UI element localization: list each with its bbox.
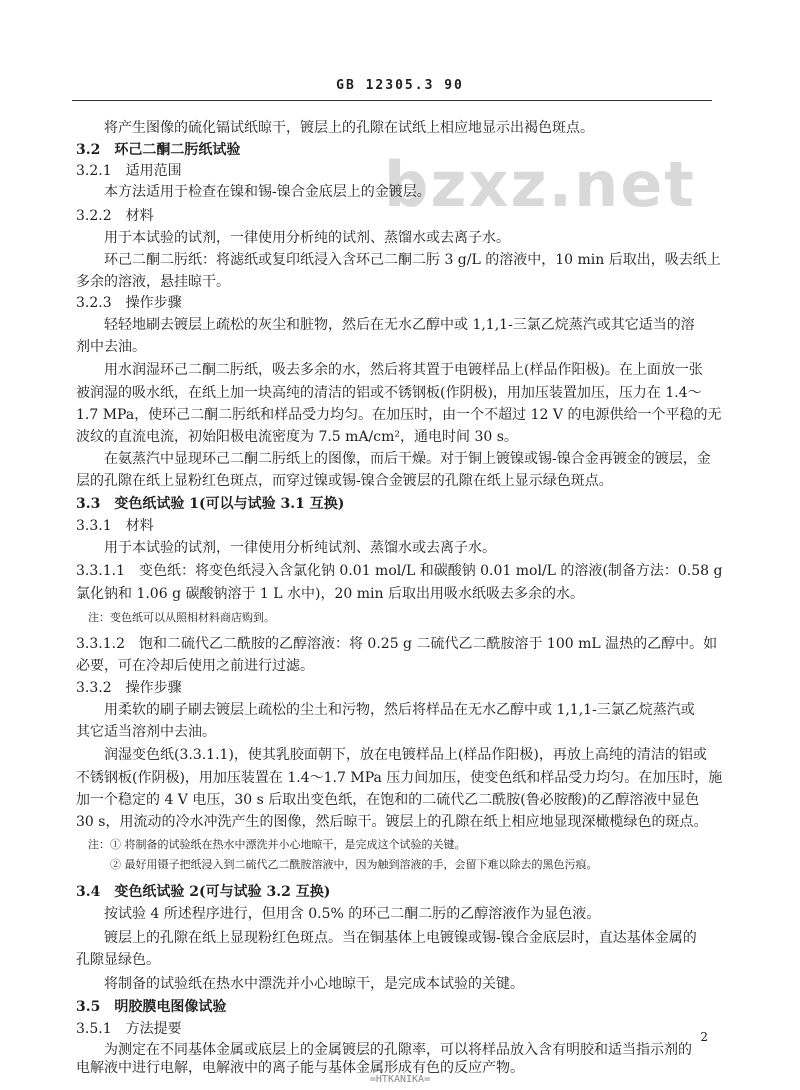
text-line: 在氨蒸汽中显现环己二酮二肟纸上的图像，而后干燥。对于铜上镀镍或锡-镍合金再镀金的镀层，金 [76, 451, 711, 467]
text-line: 轻轻地刷去镀层上疏松的灰尘和脏物，然后在无水乙醇中或 1,1,1-三氯乙烷蒸汽或其它适当的溶 [76, 317, 695, 333]
text-line: 用于本试验的试剂，一律使用分析纯的试剂、蒸馏水或去离子水。 [76, 230, 510, 246]
text-line: 30 s，用流动的冷水冲洗产生的图像，然后晾干。镀层上的孔隙在纸上相应地显现深橄榄绿色的斑点。 [76, 814, 708, 830]
subsection-heading: 3.2.3 操作步骤 [76, 295, 182, 311]
text-line: 氯化钠和 1.06 g 碳酸钠溶于 1 L 水中)，20 min 后取出用吸水纸吸去多余的水。 [76, 586, 584, 602]
note-line: 注：① 将制备的试验纸在热水中漂洗并小心地晾干，是完成这个试验的关键。 [88, 838, 466, 851]
text-line: 多余的溶液，悬挂晾干。 [76, 274, 230, 290]
subsection-heading: 3.3.1 材料 [76, 518, 154, 534]
watermark: bzxz.net [384, 148, 696, 221]
subsection-heading: 3.2.2 材料 [76, 208, 154, 224]
text-line: 为测定在不同基体金属或底层上的金属镀层的孔隙率，可以将样品放入含有明胶和适当指示剂的 [76, 1042, 692, 1058]
text-line: 层的孔隙在纸上显粉红色斑点，而穿过镍或锡-镍合金镀层的孔隙在纸上显示绿色斑点。 [76, 473, 613, 489]
note-line: 注：变色纸可以从照相材料商店购到。 [88, 611, 275, 624]
text-line: 被润湿的吸水纸，在纸上加一块高纯的清洁的铝或不锈钢板(作阴极)，用加压装置加压，压力在 1.4～ [76, 385, 702, 401]
note-line: ② 最好用镊子把纸浸入到二硫代乙二酰胺溶液中，因为触到溶液的手，会留下难以除去的黑色污痕。 [88, 858, 598, 871]
text-line: 本方法适用于检查在镍和锡-镍合金底层上的金镀层。 [76, 184, 431, 200]
page-number: 2 [700, 1030, 708, 1044]
subsection-heading: 3.3.2 操作步骤 [76, 680, 182, 696]
footer-mark: =HTKANIKA= [369, 1074, 431, 1085]
text-line: 不锈钢板(作阴极)，用加压装置在 1.4～1.7 MPa 压力间加压，使变色纸和样品受力均匀。在加压时，施 [76, 770, 723, 786]
text-line: 1.7 MPa，使环己二酮二肟纸和样品受力均匀。在加压时，由一个不超过 12 V 的电源供给一个平稳的无 [76, 407, 722, 423]
text-line: 环己二酮二肟纸：将滤纸或复印纸浸入含环己二酮二肟 3 g/L 的溶液中，10 min 后取出，吸去纸上 [76, 252, 721, 268]
text-line: 用柔软的刷子刷去镀层上疏松的尘土和污物，然后将样品在无水乙醇中或 1,1,1-三氯乙烷蒸汽或 [76, 702, 695, 718]
text-line: 加一个稳定的 4 V 电压，30 s 后取出变色纸，在饱和的二硫代乙二酰胺(鲁必胺酸)的乙醇溶液中显色 [76, 792, 700, 808]
text-line: 镀层上的孔隙在纸上显现粉红色斑点。当在铜基体上电镀镍或锡-镍合金底层时，直达基体金属的 [76, 930, 697, 946]
section-heading: 3.2 环己二酮二肟纸试验 [76, 142, 241, 158]
text-line: 必要，可在冷却后使用之前进行过滤。 [76, 658, 314, 674]
text-line: 用于本试验的试剂，一律使用分析纯试剂、蒸馏水或去离子水。 [76, 540, 496, 556]
text-line: 波纹的直流电流，初始阳极电流密度为 7.5 mA/cm²，通电时间 30 s。 [76, 429, 518, 445]
section-heading: 3.5 明胶膜电图像试验 [76, 999, 227, 1015]
standard-header: GB 12305.3 90 [336, 78, 464, 93]
header-rule [72, 100, 712, 101]
section-heading: 3.3 变色纸试验 1(可以与试验 3.1 互换) [76, 496, 345, 512]
section-heading: 3.4 变色纸试验 2(可与试验 3.2 互换) [76, 884, 331, 900]
text-line: 将制备的试验纸在热水中漂洗并小心地晾干，是完成本试验的关键。 [76, 976, 524, 992]
text-line: 其它适当溶剂中去油。 [76, 724, 216, 740]
text-line: 孔隙显绿色。 [76, 952, 160, 968]
subsection-heading: 3.5.1 方法提要 [76, 1021, 182, 1037]
text-line: 3.3.1.1 变色纸：将变色纸浸入含氯化钠 0.01 mol/L 和碳酸钠 0.01 mol/L 的溶液(制备方法：0.58 g [76, 563, 723, 579]
text-line: 用水润湿环己二酮二肟纸，吸去多余的水，然后将其置于电镀样品上(样品作阳极)。在上面放一张 [76, 362, 703, 378]
text-line: 润湿变色纸(3.3.1.1)，使其乳胶面朝下，放在电镀样品上(样品作阳极)，再放上高纯的清洁的铝或 [76, 747, 707, 763]
text-line: 按试验 4 所述程序进行，但用含 0.5% 的环己二酮二肟的乙醇溶液作为显色液。 [76, 906, 601, 922]
subsection-heading: 3.2.1 适用范围 [76, 163, 182, 179]
text-line: 剂中去油。 [76, 339, 146, 355]
text-line: 将产生图像的硫化镉试纸晾干，镀层上的孔隙在试纸上相应地显示出褐色斑点。 [76, 120, 594, 136]
text-line: 电解液中进行电解，电解液中的离子能与基体金属形成有色的反应产物。 [76, 1060, 524, 1076]
text-line: 3.3.1.2 饱和二硫代乙二酰胺的乙醇溶液：将 0.25 g 二硫代乙二酰胺溶于 100 mL 温热的乙醇中。如 [76, 636, 718, 652]
